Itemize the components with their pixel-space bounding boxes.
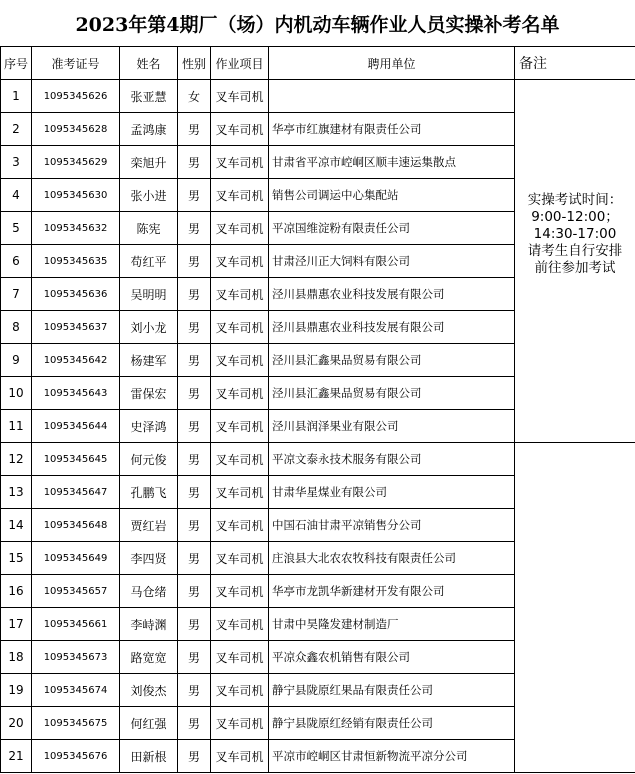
cell-no: 4 <box>1 179 32 212</box>
roster-table <box>0 46 635 773</box>
cell-gender: 男 <box>178 113 211 146</box>
cell-unit: 泾川县汇鑫果品贸易有限公司 <box>269 377 515 410</box>
cell-exam-id: 1095345649 <box>32 542 120 575</box>
cell-name: 吴明明 <box>120 278 178 311</box>
cell-unit: 销售公司调运中心集配站 <box>269 179 515 212</box>
cell-gender: 男 <box>178 212 211 245</box>
cell-exam-id: 1095345632 <box>32 212 120 245</box>
cell-unit: 平凉文泰永技术服务有限公司 <box>269 443 515 476</box>
cell-exam-id: 1095345635 <box>32 245 120 278</box>
cell-item: 叉车司机 <box>211 542 269 575</box>
cell-exam-id: 1095345647 <box>32 476 120 509</box>
cell-exam-id: 1095345637 <box>32 311 120 344</box>
cell-no: 6 <box>1 245 32 278</box>
cell-no: 13 <box>1 476 32 509</box>
cell-item: 叉车司机 <box>211 278 269 311</box>
cell-no: 1 <box>1 80 32 113</box>
cell-gender: 男 <box>178 344 211 377</box>
cell-unit: 泾川县鼎惠农业科技发展有限公司 <box>269 278 515 311</box>
cell-gender: 男 <box>178 542 211 575</box>
cell-gender: 男 <box>178 179 211 212</box>
cell-item: 叉车司机 <box>211 476 269 509</box>
cell-name: 张小进 <box>120 179 178 212</box>
cell-gender: 男 <box>178 509 211 542</box>
remark-line: 9:00-12:00； <box>531 209 619 225</box>
cell-gender: 男 <box>178 575 211 608</box>
cell-name: 路宽宽 <box>120 641 178 674</box>
cell-gender: 男 <box>178 443 211 476</box>
header-gender: 性别 <box>178 47 211 80</box>
cell-exam-id: 1095345630 <box>32 179 120 212</box>
cell-name: 何元俊 <box>120 443 178 476</box>
cell-item: 叉车司机 <box>211 80 269 113</box>
remark-line: 实操考试时间： <box>527 192 623 208</box>
cell-no: 5 <box>1 212 32 245</box>
cell-item: 叉车司机 <box>211 410 269 443</box>
cell-gender: 男 <box>178 641 211 674</box>
cell-item: 叉车司机 <box>211 443 269 476</box>
cell-item: 叉车司机 <box>211 641 269 674</box>
cell-unit: 平凉众鑫农机销售有限公司 <box>269 641 515 674</box>
header-item: 作业项目 <box>211 47 269 80</box>
header-id: 准考证号 <box>32 47 120 80</box>
cell-name: 杨建军 <box>120 344 178 377</box>
cell-unit: 甘肃中昊隆发建材制造厂 <box>269 608 515 641</box>
cell-name: 孟鸿康 <box>120 113 178 146</box>
cell-item: 叉车司机 <box>211 146 269 179</box>
cell-gender: 男 <box>178 311 211 344</box>
cell-item: 叉车司机 <box>211 575 269 608</box>
cell-exam-id: 1095345661 <box>32 608 120 641</box>
cell-item: 叉车司机 <box>211 311 269 344</box>
cell-name: 贾红岩 <box>120 509 178 542</box>
cell-exam-id: 1095345636 <box>32 278 120 311</box>
cell-exam-id: 1095345626 <box>32 80 120 113</box>
cell-exam-id: 1095345673 <box>32 641 120 674</box>
cell-no: 12 <box>1 443 32 476</box>
cell-item: 叉车司机 <box>211 179 269 212</box>
cell-unit: 华亭市龙凯华新建材开发有限公司 <box>269 575 515 608</box>
remark-cell <box>515 80 635 443</box>
cell-exam-id: 1095345657 <box>32 575 120 608</box>
cell-unit <box>269 80 515 113</box>
cell-unit: 静宁县陇原红经销有限责任公司 <box>269 707 515 740</box>
cell-unit: 平凉国维淀粉有限责任公司 <box>269 212 515 245</box>
cell-no: 10 <box>1 377 32 410</box>
cell-item: 叉车司机 <box>211 509 269 542</box>
cell-item: 叉车司机 <box>211 377 269 410</box>
cell-no: 16 <box>1 575 32 608</box>
cell-item: 叉车司机 <box>211 707 269 740</box>
cell-no: 9 <box>1 344 32 377</box>
cell-unit: 泾川县汇鑫果品贸易有限公司 <box>269 344 515 377</box>
cell-gender: 女 <box>178 80 211 113</box>
cell-unit: 甘肃省平凉市崆峒区顺丰速运集散点 <box>269 146 515 179</box>
remark-line: 请考生自行安排 <box>527 243 623 259</box>
remark-line: 前往参加考试 <box>534 260 616 276</box>
cell-no: 2 <box>1 113 32 146</box>
cell-no: 20 <box>1 707 32 740</box>
remark-line: 14:30-17:00 <box>533 226 617 242</box>
cell-item: 叉车司机 <box>211 740 269 773</box>
cell-name: 孔鹏飞 <box>120 476 178 509</box>
cell-name: 张亚慧 <box>120 80 178 113</box>
cell-item: 叉车司机 <box>211 674 269 707</box>
cell-gender: 男 <box>178 245 211 278</box>
cell-no: 11 <box>1 410 32 443</box>
cell-gender: 男 <box>178 707 211 740</box>
cell-item: 叉车司机 <box>211 608 269 641</box>
cell-name: 李峙渊 <box>120 608 178 641</box>
cell-name: 李四贤 <box>120 542 178 575</box>
header-unit: 聘用单位 <box>269 47 515 80</box>
cell-gender: 男 <box>178 740 211 773</box>
cell-item: 叉车司机 <box>211 113 269 146</box>
cell-unit: 泾川县鼎惠农业科技发展有限公司 <box>269 311 515 344</box>
cell-exam-id: 1095345674 <box>32 674 120 707</box>
cell-name: 何红强 <box>120 707 178 740</box>
header-remark: 备注 <box>515 47 635 80</box>
cell-unit: 华亭市红旗建材有限责任公司 <box>269 113 515 146</box>
cell-name: 刘俊杰 <box>120 674 178 707</box>
cell-name: 史泽鸿 <box>120 410 178 443</box>
cell-name: 马仓绪 <box>120 575 178 608</box>
cell-item: 叉车司机 <box>211 212 269 245</box>
cell-no: 17 <box>1 608 32 641</box>
table-row <box>1 443 635 476</box>
cell-exam-id: 1095345628 <box>32 113 120 146</box>
cell-exam-id: 1095345675 <box>32 707 120 740</box>
cell-exam-id: 1095345629 <box>32 146 120 179</box>
page-title: 2023年第4期厂（场）内机动车辆作业人员实操补考名单 <box>75 13 560 36</box>
cell-gender: 男 <box>178 608 211 641</box>
cell-item: 叉车司机 <box>211 245 269 278</box>
cell-gender: 男 <box>178 410 211 443</box>
remark-cell-empty <box>515 443 635 773</box>
cell-item: 叉车司机 <box>211 344 269 377</box>
cell-gender: 男 <box>178 476 211 509</box>
cell-no: 14 <box>1 509 32 542</box>
cell-name: 苟红平 <box>120 245 178 278</box>
cell-unit: 平凉市崆峒区甘肃恒新物流平凉分公司 <box>269 740 515 773</box>
cell-name: 雷保宏 <box>120 377 178 410</box>
cell-gender: 男 <box>178 146 211 179</box>
cell-no: 3 <box>1 146 32 179</box>
cell-unit: 泾川县润泽果业有限公司 <box>269 410 515 443</box>
cell-unit: 甘肃泾川正大饲料有限公司 <box>269 245 515 278</box>
cell-unit: 静宁县陇原红果品有限责任公司 <box>269 674 515 707</box>
cell-name: 栾旭升 <box>120 146 178 179</box>
header-no: 序号 <box>1 47 32 80</box>
cell-gender: 男 <box>178 674 211 707</box>
cell-exam-id: 1095345643 <box>32 377 120 410</box>
header-name: 姓名 <box>120 47 178 80</box>
table-row <box>1 80 635 113</box>
cell-exam-id: 1095345676 <box>32 740 120 773</box>
cell-gender: 男 <box>178 278 211 311</box>
header-row <box>1 47 635 80</box>
cell-unit: 庄浪县大北农农牧科技有限责任公司 <box>269 542 515 575</box>
cell-no: 21 <box>1 740 32 773</box>
cell-exam-id: 1095345648 <box>32 509 120 542</box>
cell-unit: 甘肃华星煤业有限公司 <box>269 476 515 509</box>
cell-name: 陈宪 <box>120 212 178 245</box>
cell-exam-id: 1095345644 <box>32 410 120 443</box>
cell-gender: 男 <box>178 377 211 410</box>
cell-name: 田新根 <box>120 740 178 773</box>
cell-name: 刘小龙 <box>120 311 178 344</box>
cell-no: 15 <box>1 542 32 575</box>
cell-no: 19 <box>1 674 32 707</box>
cell-exam-id: 1095345645 <box>32 443 120 476</box>
cell-no: 18 <box>1 641 32 674</box>
cell-no: 7 <box>1 278 32 311</box>
cell-unit: 中国石油甘肃平凉销售分公司 <box>269 509 515 542</box>
cell-no: 8 <box>1 311 32 344</box>
cell-exam-id: 1095345642 <box>32 344 120 377</box>
